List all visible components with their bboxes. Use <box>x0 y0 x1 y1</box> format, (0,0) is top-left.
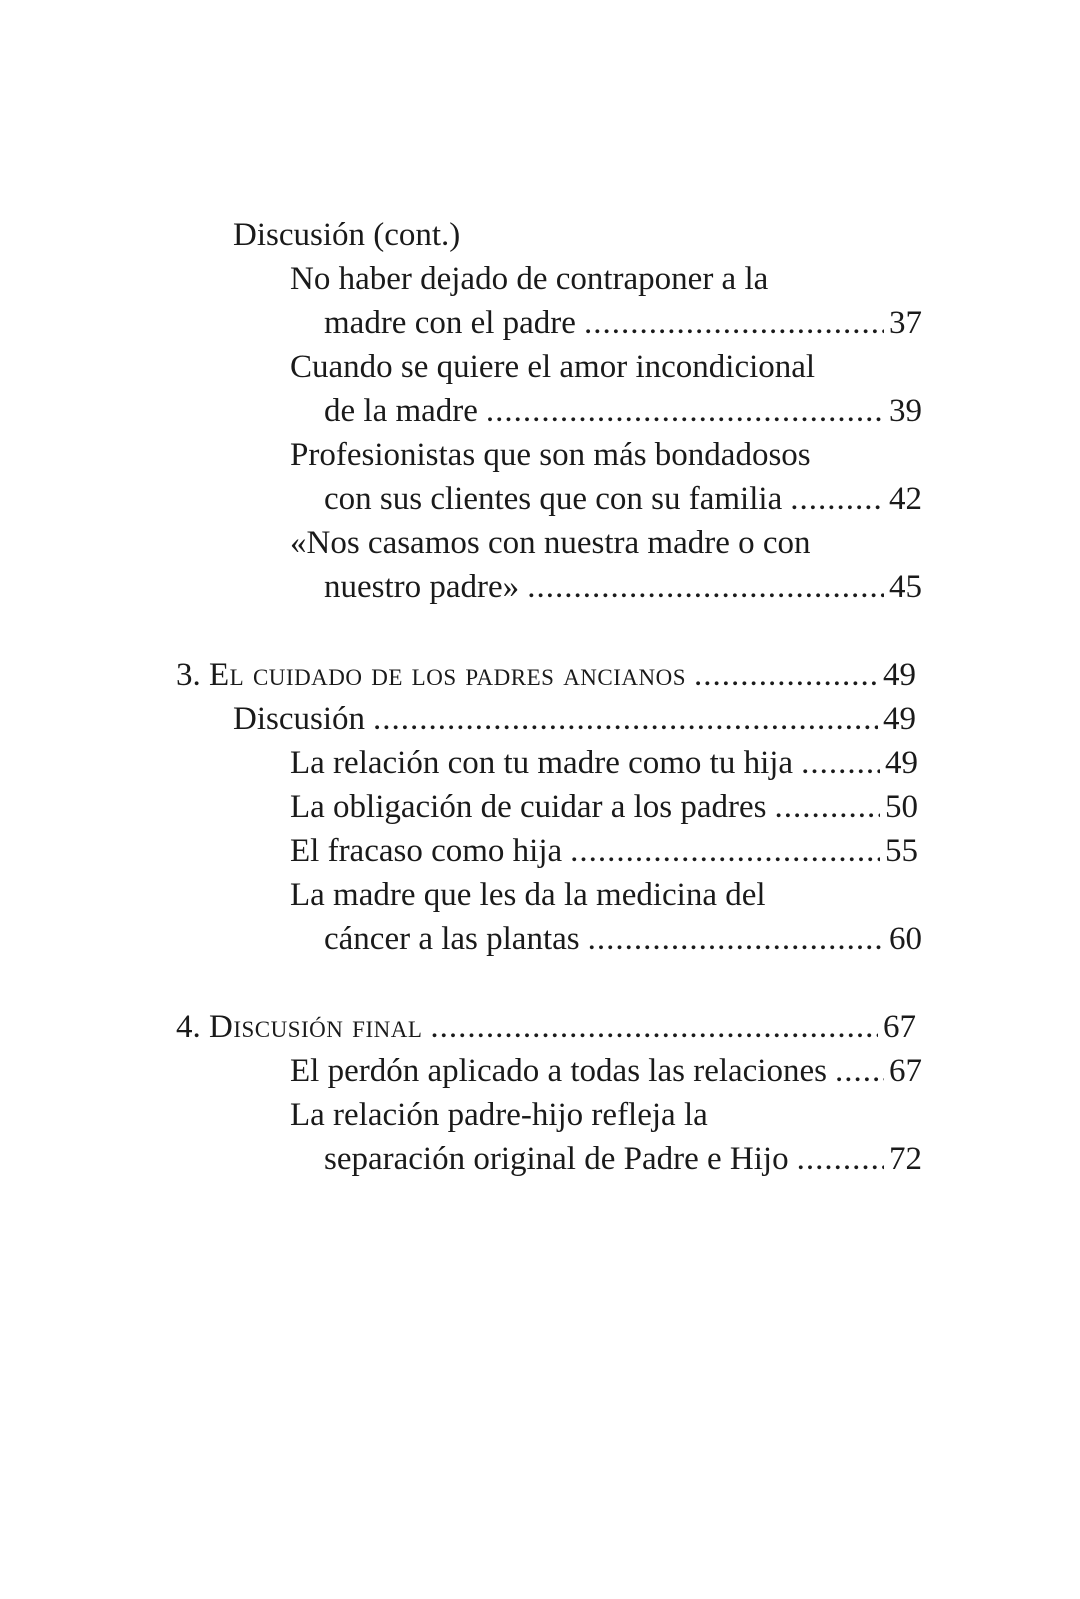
toc-entry[interactable] <box>0 477 1080 521</box>
section-gap <box>0 609 1080 653</box>
table-of-contents <box>0 213 1080 1181</box>
toc-entry-label: La relación con tu madre como tu hija <box>290 745 794 781</box>
toc-entry-label: nuestro padre» <box>324 569 520 605</box>
toc-entry-label: con sus clientes que con su familia <box>324 481 783 517</box>
dot-leader <box>801 741 880 785</box>
toc-entry-label: El perdón aplicado a todas las relaciones <box>290 1053 827 1089</box>
chapter-3-entry[interactable] <box>0 653 1080 697</box>
dot-leader <box>588 917 884 961</box>
dot-leader <box>486 389 884 433</box>
toc-entry-discussion[interactable] <box>0 697 1080 741</box>
toc-entry[interactable] <box>0 301 1080 345</box>
section-gap <box>0 961 1080 1005</box>
chapter-4-entry[interactable] <box>0 1005 1080 1049</box>
page-number: 49 <box>883 701 916 737</box>
dot-leader <box>797 1137 884 1181</box>
toc-entry-label: de la madre <box>324 393 478 429</box>
dot-leader <box>694 653 878 697</box>
toc-entry[interactable] <box>0 785 1080 829</box>
discussion-cont-heading: Discusión (cont.) <box>233 217 461 253</box>
toc-entry-label: Discusión <box>233 701 365 737</box>
toc-entry[interactable] <box>0 1137 1080 1181</box>
dot-leader <box>584 301 884 345</box>
toc-entry-label: El fracaso como hija <box>290 833 563 869</box>
toc-entry[interactable] <box>0 829 1080 873</box>
toc-entry[interactable] <box>0 565 1080 609</box>
toc-entry-line1: La madre que les da la medicina del <box>290 877 766 913</box>
toc-entry[interactable] <box>0 1049 1080 1093</box>
page-number: 37 <box>889 305 922 341</box>
toc-entry-label: separación original de Padre e Hijo <box>324 1141 789 1177</box>
page-number: 67 <box>883 1009 916 1045</box>
dot-leader <box>527 565 884 609</box>
page-number: 72 <box>889 1141 922 1177</box>
toc-entry-label: cáncer a las plantas <box>324 921 580 957</box>
dot-leader <box>373 697 878 741</box>
chapter-heading <box>176 653 686 697</box>
dot-leader <box>570 829 880 873</box>
page-number: 49 <box>885 745 918 781</box>
page-number: 39 <box>889 393 922 429</box>
dot-leader <box>835 1049 884 1093</box>
toc-entry[interactable] <box>0 917 1080 961</box>
toc-entry-line1: Profesionistas que son más bondadosos <box>290 437 811 473</box>
chapter-number: 4. <box>176 1009 201 1045</box>
chapter-title: Discusión final <box>209 1009 423 1045</box>
toc-entry-line1: «Nos casamos con nuestra madre o con <box>290 525 811 561</box>
toc-entry-line1: La relación padre-hijo refleja la <box>290 1097 708 1133</box>
dot-leader <box>775 785 881 829</box>
toc-entry-line1: Cuando se quiere el amor incondicional <box>290 349 816 385</box>
toc-entry[interactable] <box>0 741 1080 785</box>
page-number: 45 <box>889 569 922 605</box>
toc-entry[interactable] <box>0 389 1080 433</box>
dot-leader <box>430 1005 878 1049</box>
page-number: 50 <box>885 789 918 825</box>
page-number: 67 <box>889 1053 922 1089</box>
chapter-number: 3. <box>176 657 201 693</box>
toc-entry-label: La obligación de cuidar a los padres <box>290 789 767 825</box>
chapter-heading <box>176 1005 422 1049</box>
toc-entry-line1: No haber dejado de contraponer a la <box>290 261 769 297</box>
page-number: 42 <box>889 481 922 517</box>
page-number: 60 <box>889 921 922 957</box>
page-number: 55 <box>885 833 918 869</box>
page-number: 49 <box>883 657 916 693</box>
toc-entry-label: madre con el padre <box>324 305 576 341</box>
chapter-title: El cuidado de los padres ancianos <box>209 657 687 693</box>
dot-leader <box>790 477 884 521</box>
